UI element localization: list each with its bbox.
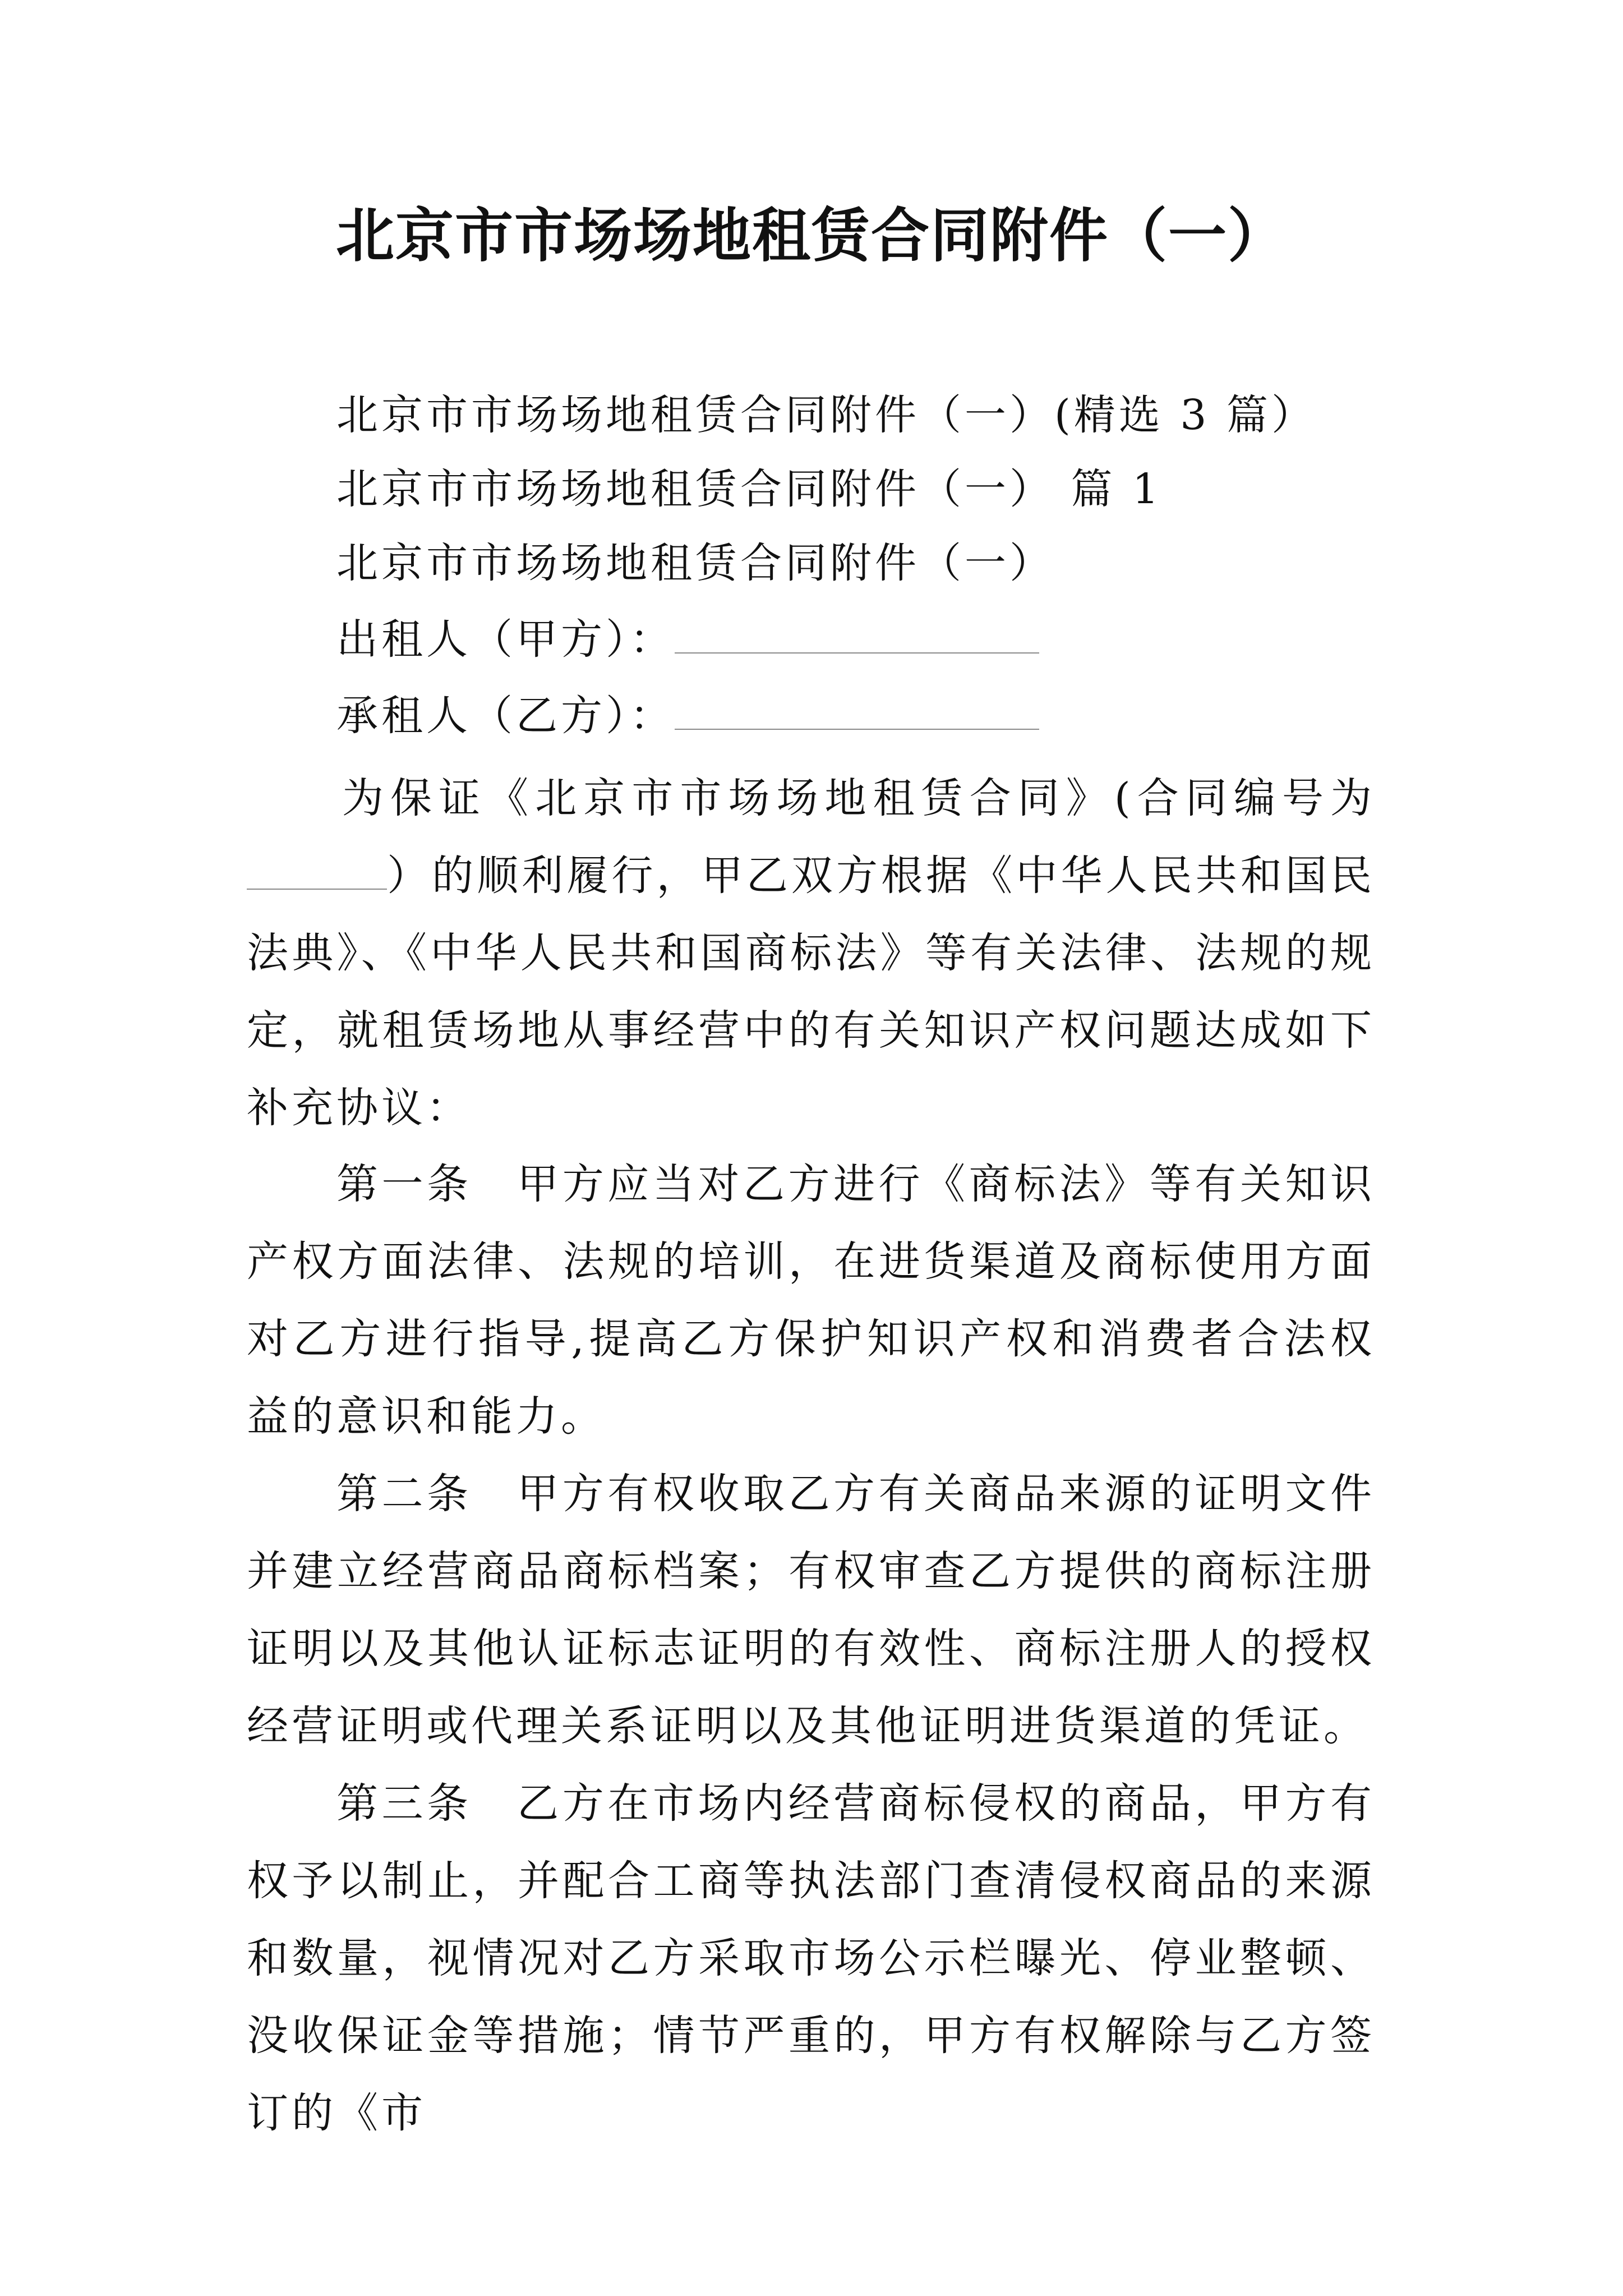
lessee-blank [675, 724, 1039, 730]
lessor-blank [675, 648, 1039, 654]
lessee-label: 承租人（乙方）： [336, 692, 675, 740]
document-title: 北京市市场场地租赁合同附件（一） [335, 201, 1287, 270]
article-1: 第一条 甲方应当对乙方进行《商标法》等有关知识产权方面法律、法规的培训，在进货渠道及商标使用方面对乙方进行指导,提高乙方保护知识产权和消费者合法权益的意识和能力。 [247, 1160, 1375, 1441]
intro-paragraph [247, 760, 1375, 1147]
intro-part2: ）的顺利履行，甲乙双方根据《中华人民共和国民法典》、《中华人民共和国商标法》等有关法律、法规的规定，就租赁场地从事经营中的有关知识产权问题达成如下补充协议： [247, 852, 1375, 1132]
contract-number-blank [247, 884, 387, 890]
article-3: 第三条 乙方在市场内经营商标侵权的商品，甲方有权予以制止，并配合工商等执法部门查清侵权商品的来源和数量，视情况对乙方采取市场公示栏曝光、停业整顿、没收保证金等措施；情节严重的，甲方有权解除与乙方签订的《市 [247, 1779, 1375, 2137]
lessee-line [336, 688, 1039, 744]
lessor-line [336, 611, 1039, 668]
document-subtitle: 北京市市场场地租赁合同附件（一）(精选 3 篇） [336, 391, 1316, 439]
article-2: 第二条 甲方有权收取乙方有关商品来源的证明文件并建立经营商品商标档案；有权审查乙方提供的商标注册证明以及其他认证标志证明的有效性、商标注册人的授权经营证明或代理关系证明以及其他证明进货渠道的凭证。 [247, 1470, 1375, 1750]
inner-title: 北京市市场场地租赁合同附件（一） [336, 539, 1054, 587]
section-heading: 北京市市场场地租赁合同附件（一） 篇 1 [336, 465, 1163, 513]
lessor-label: 出租人（甲方）： [336, 615, 675, 664]
intro-part1: 为保证《北京市市场场地租赁合同》(合同编号为 [342, 774, 1375, 822]
